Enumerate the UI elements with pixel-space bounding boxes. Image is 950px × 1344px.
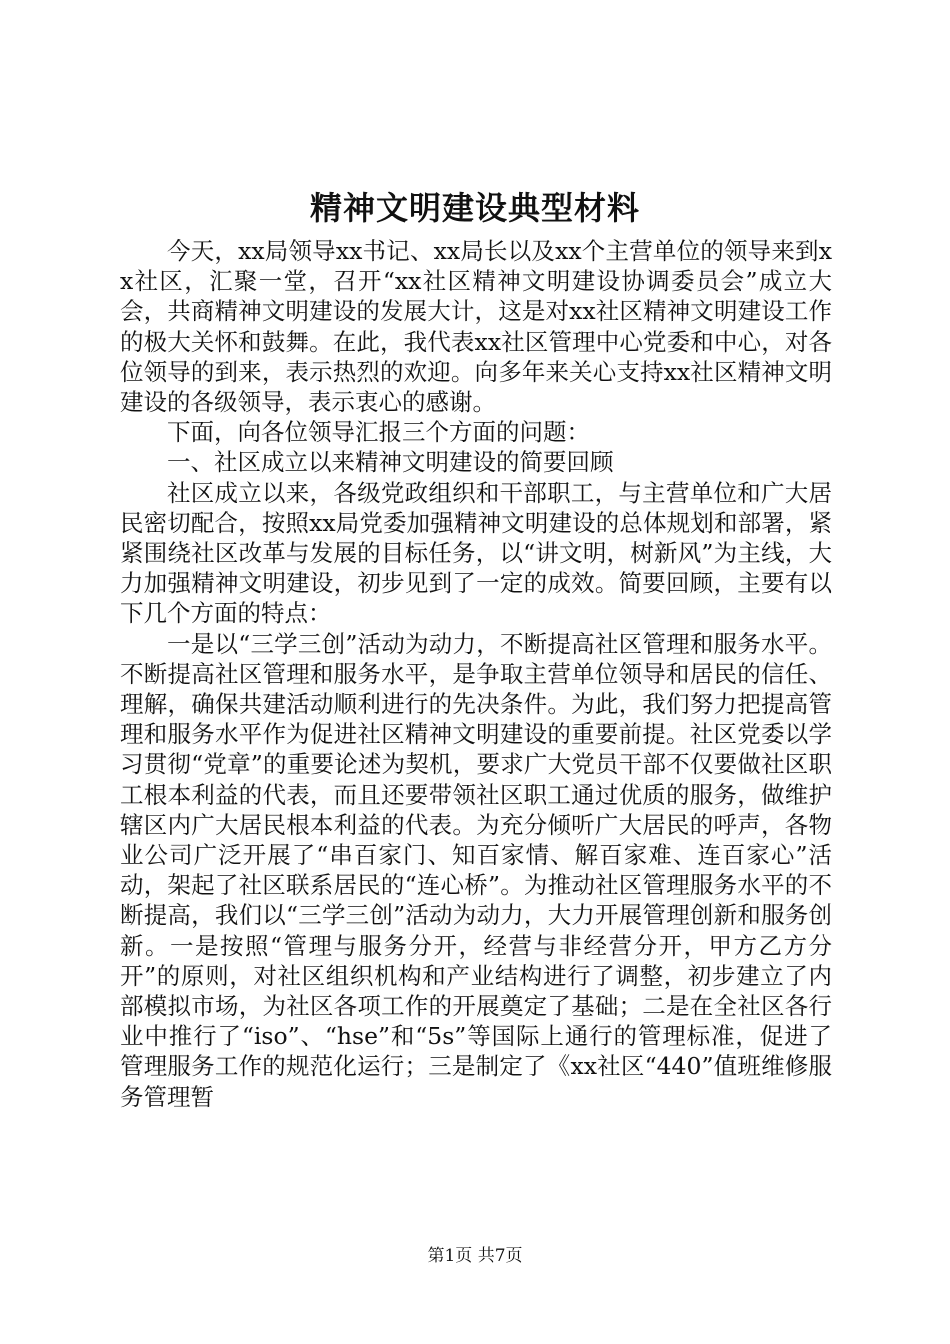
section-heading-1: 一、社区成立以来精神文明建设的简要回顾 (167, 448, 614, 477)
paragraph-report-intro: 下面，向各位领导汇报三个方面的问题： (167, 418, 590, 447)
paragraph-point-one: 一是以“三学三创”活动为动力，不断提高社区管理和服务水平。不断提高社区管理和服务水平，是争取主营单位领导和居民的信任、理解，确保共建活动顺利进行的先决条件。为此，我们努力把提高管理和服务水平作为促进社区精神文明建设的重要前提。社区党委以学习贯彻“党章”的重要论述为契机，要求广大党员干部不仅要做社区职工根本利益的代表，而且还要带领社区职工通过优质的服务，做维护辖区内广大居民根本利益的代表。为充分倾听广大居民的呼声，各物业公司广泛开展了“串百家门、知百家情、解百家难、连百家心”活动，架起了社区联系居民的“连心桥”。为推动社区管理服务水平的不断提高，我们以“三学三创”活动为动力，大力开展管理创新和服务创新。一是按照“管理与服务分开，经营与非经营分开，甲方乙方分开”的原则，对社区组织机构和产业结构进行了调整，初步建立了内部模拟市场，为社区各项工作的开展奠定了基础；二是在全社区各行业中推行了“iso”、“hse”和“5s”等国际上通行的管理标准，促进了管理服务工作的规范化运行；三是制定了《xx社区“440”值班维修服务管理暂 (120, 629, 832, 1111)
page-number-footer: 第1页 共7页 (427, 1246, 523, 1266)
document-body (120, 236, 832, 1112)
paragraph-intro: 今天，xx局领导xx书记、xx局长以及xx个主营单位的领导来到xx社区，汇聚一堂，召开“xx社区精神文明建设协调委员会”成立大会，共商精神文明建设的发展大计，这是对xx社区精神文明建设工作的极大关怀和鼓舞。在此，我代表xx社区管理中心党委和中心，对各位领导的到来，表示热烈的欢迎。向多年来关心支持xx社区精神文明建设的各级领导，表示衷心的感谢。 (120, 237, 832, 417)
paragraph-review: 社区成立以来，各级党政组织和干部职工，与主营单位和广大居民密切配合，按照xx局党委加强精神文明建设的总体规划和部署，紧紧围绕社区改革与发展的目标任务，以“讲文明，树新风”为主线，大力加强精神文明建设，初步见到了一定的成效。简要回顾，主要有以下几个方面的特点： (120, 478, 832, 628)
document-title: 精神文明建设典型材料 (309, 189, 640, 227)
